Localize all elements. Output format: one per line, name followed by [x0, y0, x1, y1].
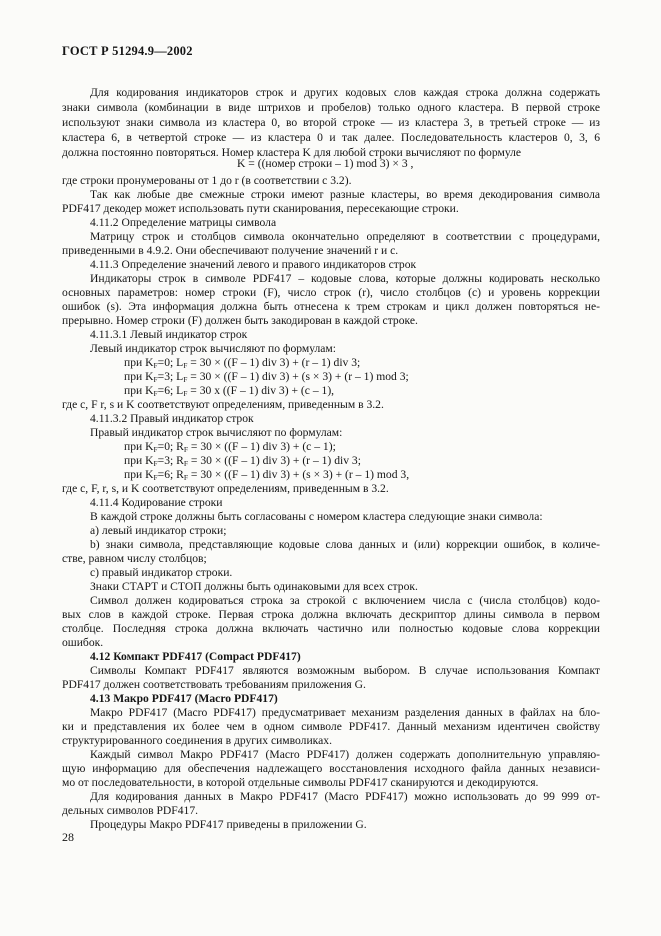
paragraph-line: Символ должен кодироваться строка за строкой с включением числа c (числа столбцов) кодо- — [90, 594, 600, 607]
paragraph-line: Для кодирования данных в Макро PDF417 (Macro PDF417) можно использовать до 99 999 от- — [90, 790, 600, 803]
page-number: 28 — [62, 830, 74, 844]
paragraph-line: кластера 6, в четвертой строке — из кластера 0 и так далее. Последовательность кластеров 0, 3, 6 — [62, 131, 600, 144]
paragraph-line: Процедуры Макро PDF417 приведены в приложении G. — [90, 818, 367, 831]
formula-left-indicator-k6: при $K_F=6$; $L_F = 30$ x ((F – 1) div 3) + (c – 1), — [124, 384, 335, 398]
paragraph-line: Левый индикатор строк вычисляют по формулам: — [90, 342, 336, 355]
paragraph-line: где c, F r, s и K соответствуют определениям, приведенным в 3.2. — [62, 398, 384, 411]
paragraph-line: Макро PDF417 (Macro PDF417) предусматривает механизм разделения данных в файлах на бло- — [90, 706, 600, 719]
section-heading: 4.11.2 Определение матрицы символа — [90, 216, 277, 229]
paragraph-line: столбце. Последняя строка должна включать частично или полностью кодовые слова коррекции — [62, 622, 600, 635]
paragraph-line: ки и представления их более чем в одном символе PDF417. Данный механизм идентичен свойству — [62, 720, 600, 733]
section-heading-bold: 4.13 Макро PDF417 (Macro PDF417) — [90, 692, 278, 705]
paragraph-line: приведенными в 4.9.2. Они обеспечивают получение значений r и c. — [62, 244, 399, 257]
section-heading-bold: 4.12 Компакт PDF417 (Compact PDF417) — [90, 650, 301, 663]
list-item: c) правый индикатор строки. — [90, 566, 233, 579]
formula-left-indicator-k3: при $K_F=3$; $L_F = 30 \times ((F - 1)$ div 3) + (s × 3) + (r – 1) mod 3; — [124, 370, 409, 384]
paragraph-line: знаки символа (комбинации в виде штрихов и пробелов) только одного кластера. В первой строке — [62, 101, 600, 114]
formula-right-indicator-k0: при $K_F=0$; $R_F = 30 \times ((F - 1)$ div 3) + (c – 1); — [124, 440, 336, 454]
list-item: a) левый индикатор строки; — [90, 524, 227, 537]
paragraph-line: структурированного соединения в других символиках. — [62, 734, 332, 747]
paragraph-line: вых слов в каждой строке. Первая строка должна включать дескриптор длины символа в первом — [62, 608, 600, 621]
paragraph-line: Для кодирования индикаторов строк и других кодовых слов каждая строка должна содержать — [90, 86, 600, 99]
section-heading: 4.11.3.2 Правый индикатор строк — [90, 412, 254, 425]
formula-right-indicator-k3: при $K_F=3$; $R_F = 30 \times ((F - 1)$ div 3) + (r – 1) div 3; — [124, 454, 361, 468]
paragraph-line: Каждый символ Макро PDF417 (Macro PDF417) должен содержать дополнительную управляю- — [90, 748, 600, 761]
paragraph-line: PDF417 должен соответствовать требованиям приложения G. — [62, 678, 366, 691]
paragraph-line: где строки пронумерованы от 1 до r (в соответствии с 3.2). — [62, 174, 352, 187]
formula-left-indicator-k0: при $K_F=0$; $L_F = 30 \times ((F - 1)$ div 3) + (r – 1) div 3; — [124, 356, 361, 370]
formula-cluster: K = ((номер строки – 1) mod 3) × 3 , — [237, 157, 414, 170]
paragraph-line: ошибок. — [62, 636, 104, 649]
paragraph-line: стве, равном числу столбцов; — [62, 552, 207, 565]
paragraph-line: Матрицу строк и столбцов символа окончательно определяют в соответствии с процедурами, — [90, 230, 600, 243]
document-header: ГОСТ Р 51294.9—2002 — [62, 44, 193, 58]
paragraph-line: В каждой строке должны быть согласованы с номером кластера следующие знаки символа: — [90, 510, 543, 523]
paragraph-line: дельных символов PDF417. — [62, 804, 199, 817]
section-heading: 4.11.3.1 Левый индикатор строк — [90, 328, 248, 341]
paragraph-line: прерывно. Номер строки (F) должен быть закодирован в каждой строке. — [62, 314, 418, 327]
paragraph-line: ошибок (s). Эта информация должна быть отнесена к трем строкам и цикл должен повторяться не- — [62, 300, 600, 313]
paragraph-line: Символы Компакт PDF417 являются возможным выбором. В случае использования Компакт — [90, 664, 600, 677]
section-heading: 4.11.4 Кодирование строки — [90, 496, 223, 509]
paragraph-line: основных параметров: номер строки (F), число строк (r), число столбцов (c) и уровень коррекции — [62, 286, 600, 299]
paragraph-line: PDF417 декодер может использовать пути сканирования, пересекающие строки. — [62, 202, 459, 215]
paragraph-line: мо от последовательности, в которой отдельные символы PDF417 сканируются и декодируются. — [62, 776, 539, 789]
paragraph-line: где c, F, r, s, и K соответствуют определениям, приведенным в 3.2. — [62, 482, 389, 495]
paragraph-line: щую информацию для обеспечения надлежащего восстановления исходного файла данных независи- — [62, 762, 600, 775]
paragraph-line: Правый индикатор строк вычисляют по формулам: — [90, 426, 343, 439]
section-heading: 4.11.3 Определение значений левого и правого индикаторов строк — [90, 258, 417, 271]
paragraph-line: Так как любые две смежные строки имеют разные кластеры, во время декодирования символа — [90, 188, 600, 201]
formula-right-indicator-k6: при $K_F=6$; $R_F = 30 \times ((F - 1)$ div 3) + (s × 3) + (r – 1) mod 3, — [124, 468, 410, 482]
paragraph-line: используют знаки символа из кластера 0, во второй строке — из кластера 3, в третьей строке — из — [62, 116, 600, 129]
paragraph-line: Индикаторы строк в символе PDF417 – кодовые слова, которые должны кодировать несколько — [90, 272, 600, 285]
list-item: b) знаки символа, представляющие кодовые слова данных и (или) коррекции ошибок, в количе- — [90, 538, 600, 551]
paragraph-line: должна постоянно повторяться. Номер кластера K для любой строки вычисляют по формуле — [62, 146, 522, 159]
paragraph-line: Знаки СТАРТ и СТОП должны быть одинаковыми для всех строк. — [90, 580, 418, 593]
